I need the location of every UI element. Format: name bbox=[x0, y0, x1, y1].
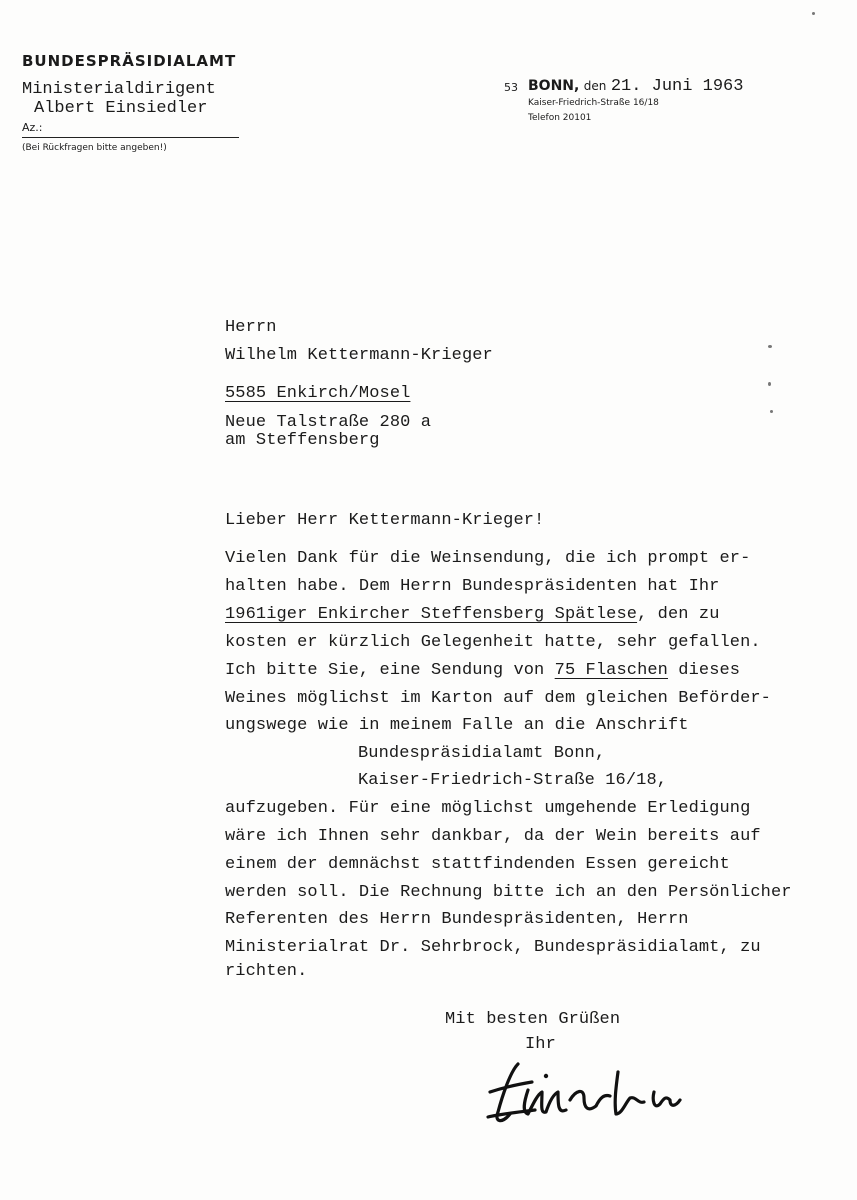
recipient-salutation: Herrn bbox=[225, 318, 277, 337]
body-line: Kaiser-Friedrich-Straße 16/18, bbox=[358, 771, 668, 790]
wine-name: 1961iger Enkircher Steffensberg Spätlese bbox=[225, 605, 638, 624]
sender-name: Albert Einsiedler bbox=[34, 99, 208, 118]
body-line bbox=[225, 605, 720, 624]
postal-code: 53 bbox=[504, 81, 518, 94]
body-line: Bundespräsidialamt Bonn, bbox=[358, 744, 606, 763]
body-line: Ministerialrat Dr. Sehrbrock, Bundespräsidialamt, zu bbox=[225, 938, 761, 957]
recipient-area: am Steffensberg bbox=[225, 431, 380, 450]
body-line: einem der demnächst stattfindenden Essen gereicht bbox=[225, 855, 730, 874]
body-line: aufzugeben. Für eine möglichst umgehende Erledigung bbox=[225, 799, 751, 818]
bottle-count: 75 Flaschen bbox=[554, 661, 668, 680]
reference-note: (Bei Rückfragen bitte angeben!) bbox=[22, 143, 167, 153]
body-line: halten habe. Dem Herrn Bundespräsidenten hat Ihr bbox=[225, 577, 720, 596]
closing-line: Mit besten Grüßen bbox=[445, 1010, 621, 1029]
city: BONN, bbox=[528, 78, 580, 94]
office-street: Kaiser-Friedrich-Straße 16/18 bbox=[528, 98, 659, 108]
greeting: Lieber Herr Kettermann-Krieger! bbox=[225, 511, 545, 530]
recipient-street: Neue Talstraße 280 a bbox=[225, 413, 432, 432]
recipient-name: Wilhelm Kettermann-Krieger bbox=[225, 346, 493, 365]
city-date-line bbox=[528, 77, 743, 96]
body-line bbox=[225, 661, 740, 680]
body-line: werden soll. Die Rechnung bitte ich an den Persönlicher bbox=[225, 883, 792, 902]
body-line: ungswege wie in meinem Falle an die Anschrift bbox=[225, 716, 689, 735]
body-line: wäre ich Ihnen sehr dankbar, da der Wein bereits auf bbox=[225, 827, 761, 846]
scan-speck bbox=[812, 12, 815, 15]
reference-label: Az.: bbox=[22, 121, 43, 134]
body-text: Ich bitte Sie, eine Sendung von bbox=[225, 661, 555, 680]
letterhead-office: BUNDESPRÄSIDIALAMT bbox=[22, 52, 237, 70]
sender-title: Ministerialdirigent bbox=[22, 80, 216, 99]
body-line: Referenten des Herrn Bundespräsidenten, Herrn bbox=[225, 910, 689, 929]
body-line: Vielen Dank für die Weinsendung, die ich prompt er- bbox=[225, 549, 751, 568]
body-line: Weines möglichst im Karton auf dem gleichen Beförder- bbox=[225, 689, 771, 708]
closing-ihr: Ihr bbox=[525, 1035, 556, 1054]
letter-date: 21. Juni 1963 bbox=[610, 77, 744, 96]
scan-speck bbox=[768, 382, 771, 386]
body-text: dieses bbox=[667, 661, 741, 680]
scan-speck bbox=[768, 345, 772, 348]
date-prefix: den bbox=[583, 79, 607, 93]
reference-rule bbox=[22, 137, 239, 138]
body-text: , den zu bbox=[637, 605, 720, 624]
scan-speck bbox=[770, 410, 773, 413]
body-line: kosten er kürzlich Gelegenheit hatte, sehr gefallen. bbox=[225, 633, 761, 652]
signature bbox=[480, 1042, 700, 1142]
body-line: richten. bbox=[225, 962, 308, 981]
recipient-city: 5585 Enkirch/Mosel bbox=[225, 384, 411, 403]
office-phone: Telefon 20101 bbox=[528, 113, 592, 123]
